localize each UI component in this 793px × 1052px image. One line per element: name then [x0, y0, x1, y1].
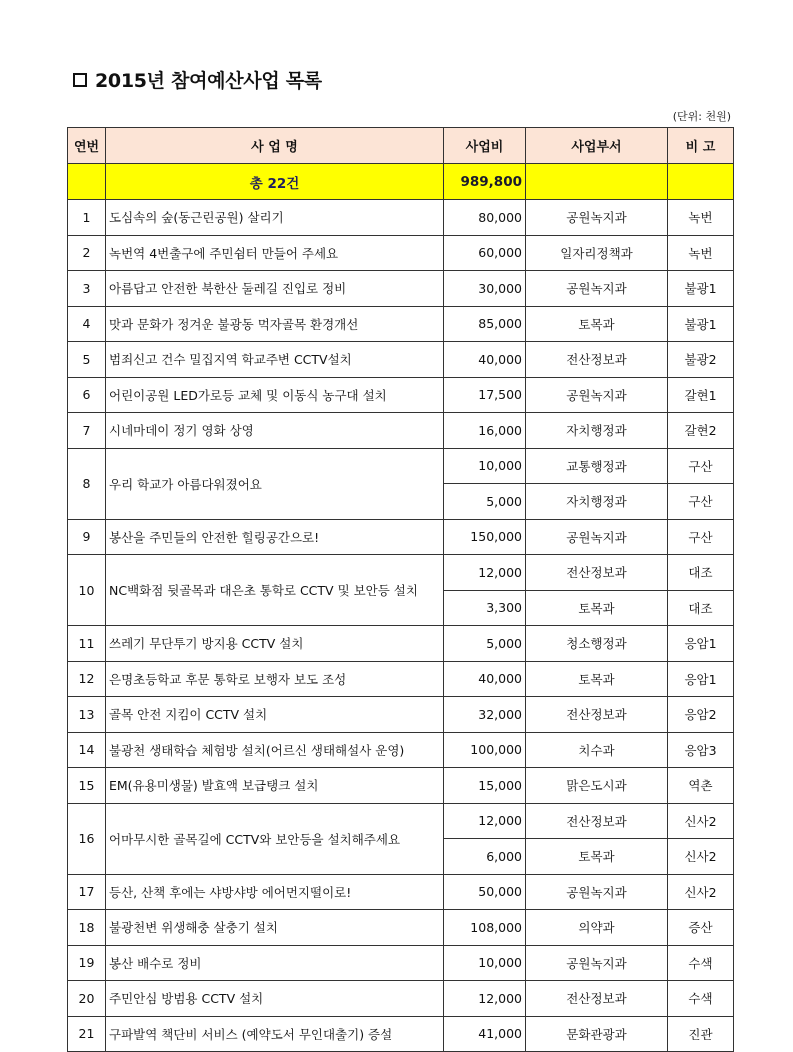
total-row — [68, 164, 734, 200]
table-row — [68, 555, 734, 591]
total-amount: 989,800 — [444, 164, 526, 200]
project-amount: 12,000 — [444, 555, 526, 591]
project-amount: 150,000 — [444, 519, 526, 555]
project-note: 불광1 — [668, 306, 734, 342]
table-row — [68, 803, 734, 839]
project-dept: 전산정보과 — [526, 555, 668, 591]
project-amount: 5,000 — [444, 484, 526, 520]
project-note: 대조 — [668, 555, 734, 591]
table-row — [68, 519, 734, 555]
checkbox-square-icon — [73, 73, 87, 87]
project-amount: 30,000 — [444, 271, 526, 307]
project-note: 녹번 — [668, 200, 734, 236]
project-note: 응암1 — [668, 661, 734, 697]
project-note: 구산 — [668, 519, 734, 555]
project-amount: 32,000 — [444, 697, 526, 733]
project-amount: 40,000 — [444, 661, 526, 697]
project-dept: 교통행정과 — [526, 448, 668, 484]
project-note: 갈현1 — [668, 377, 734, 413]
project-note: 갈현2 — [668, 413, 734, 449]
row-number: 10 — [68, 555, 106, 626]
project-name: 등산, 산책 후에는 샤방샤방 에어먼지떨이로! — [106, 874, 444, 910]
row-number: 14 — [68, 732, 106, 768]
row-number: 9 — [68, 519, 106, 555]
project-dept: 문화관광과 — [526, 1016, 668, 1052]
row-number: 13 — [68, 697, 106, 733]
project-amount: 5,000 — [444, 626, 526, 662]
table-row — [68, 200, 734, 236]
project-note: 구산 — [668, 484, 734, 520]
project-name: 구파발역 책단비 서비스 (예약도서 무인대출기) 증설 — [106, 1016, 444, 1052]
page-title — [73, 66, 322, 93]
project-name: 맛과 문화가 정겨운 불광동 먹자골목 환경개선 — [106, 306, 444, 342]
project-dept: 공원녹지과 — [526, 945, 668, 981]
total-note — [668, 164, 734, 200]
project-dept: 청소행정과 — [526, 626, 668, 662]
table-row — [68, 732, 734, 768]
total-dept — [526, 164, 668, 200]
project-dept: 치수과 — [526, 732, 668, 768]
project-amount: 3,300 — [444, 590, 526, 626]
project-note: 응암2 — [668, 697, 734, 733]
unit-label: (단위: 천원) — [672, 110, 731, 123]
project-dept: 의약과 — [526, 910, 668, 946]
project-amount: 17,500 — [444, 377, 526, 413]
project-dept: 맑은도시과 — [526, 768, 668, 804]
project-name: NC백화점 뒷골목과 대은초 통학로 CCTV 및 보안등 설치 — [106, 555, 444, 626]
table-row — [68, 448, 734, 484]
project-name: 봉산을 주민들의 안전한 힐링공간으로! — [106, 519, 444, 555]
project-name: 쓰레기 무단투기 방지용 CCTV 설치 — [106, 626, 444, 662]
row-number: 20 — [68, 981, 106, 1017]
project-note: 역촌 — [668, 768, 734, 804]
table-row — [68, 626, 734, 662]
table-row — [68, 981, 734, 1017]
page-title-text: 2015년 참여예산사업 목록 — [95, 70, 322, 92]
row-number: 18 — [68, 910, 106, 946]
row-number: 3 — [68, 271, 106, 307]
table-row — [68, 377, 734, 413]
project-dept: 토목과 — [526, 839, 668, 875]
header-note: 비 고 — [668, 128, 734, 164]
project-name: 은명초등학교 후문 통학로 보행자 보도 조성 — [106, 661, 444, 697]
project-amount: 108,000 — [444, 910, 526, 946]
header-dept: 사업부서 — [526, 128, 668, 164]
project-name: 도심속의 숲(동근린공원) 살리기 — [106, 200, 444, 236]
total-label: 총 22건 — [106, 164, 444, 200]
project-name: 시네마데이 정기 영화 상영 — [106, 413, 444, 449]
project-dept: 공원녹지과 — [526, 874, 668, 910]
row-number: 2 — [68, 235, 106, 271]
project-note: 대조 — [668, 590, 734, 626]
project-note: 수색 — [668, 981, 734, 1017]
table-row — [68, 661, 734, 697]
header-amount: 사업비 — [444, 128, 526, 164]
row-number: 8 — [68, 448, 106, 519]
project-name: 봉산 배수로 정비 — [106, 945, 444, 981]
project-note: 불광2 — [668, 342, 734, 378]
project-dept: 전산정보과 — [526, 697, 668, 733]
row-number: 1 — [68, 200, 106, 236]
project-dept: 자치행정과 — [526, 413, 668, 449]
project-name: 범죄신고 건수 밀집지역 학교주변 CCTV설치 — [106, 342, 444, 378]
row-number: 15 — [68, 768, 106, 804]
project-name: 어린이공원 LED가로등 교체 및 이동식 농구대 설치 — [106, 377, 444, 413]
project-name: EM(유용미생물) 발효액 보급탱크 설치 — [106, 768, 444, 804]
project-dept: 자치행정과 — [526, 484, 668, 520]
project-amount: 50,000 — [444, 874, 526, 910]
project-amount: 12,000 — [444, 981, 526, 1017]
table-row — [68, 235, 734, 271]
project-note: 신사2 — [668, 803, 734, 839]
project-amount: 6,000 — [444, 839, 526, 875]
project-amount: 100,000 — [444, 732, 526, 768]
table-row — [68, 910, 734, 946]
project-dept: 전산정보과 — [526, 981, 668, 1017]
project-name: 주민안심 방범용 CCTV 설치 — [106, 981, 444, 1017]
project-dept: 토목과 — [526, 661, 668, 697]
project-note: 증산 — [668, 910, 734, 946]
project-note: 수색 — [668, 945, 734, 981]
project-amount: 41,000 — [444, 1016, 526, 1052]
row-number: 19 — [68, 945, 106, 981]
header-row — [68, 128, 734, 164]
project-name: 불광천변 위생해충 살충기 설치 — [106, 910, 444, 946]
project-note: 신사2 — [668, 839, 734, 875]
project-amount: 80,000 — [444, 200, 526, 236]
project-amount: 40,000 — [444, 342, 526, 378]
table-row — [68, 413, 734, 449]
project-amount: 60,000 — [444, 235, 526, 271]
project-name: 어마무시한 골목길에 CCTV와 보안등을 설치해주세요 — [106, 803, 444, 874]
project-note: 불광1 — [668, 271, 734, 307]
project-amount: 16,000 — [444, 413, 526, 449]
project-amount: 10,000 — [444, 448, 526, 484]
row-number: 5 — [68, 342, 106, 378]
row-number: 6 — [68, 377, 106, 413]
project-name: 불광천 생태학습 체험방 설치(어르신 생태해설사 운영) — [106, 732, 444, 768]
project-name: 우리 학교가 아름다워졌어요 — [106, 448, 444, 519]
row-number: 21 — [68, 1016, 106, 1052]
row-number: 4 — [68, 306, 106, 342]
table-row — [68, 697, 734, 733]
table-row — [68, 342, 734, 378]
project-name: 아름답고 안전한 북한산 둘레길 진입로 정비 — [106, 271, 444, 307]
row-number: 16 — [68, 803, 106, 874]
row-number: 12 — [68, 661, 106, 697]
table-row — [68, 945, 734, 981]
project-dept: 공원녹지과 — [526, 271, 668, 307]
project-note: 진관 — [668, 1016, 734, 1052]
row-number: 11 — [68, 626, 106, 662]
project-dept: 토목과 — [526, 590, 668, 626]
project-dept: 공원녹지과 — [526, 200, 668, 236]
project-dept: 전산정보과 — [526, 803, 668, 839]
header-no: 연번 — [68, 128, 106, 164]
budget-table — [67, 127, 734, 1052]
project-amount: 12,000 — [444, 803, 526, 839]
table-row — [68, 306, 734, 342]
project-amount: 10,000 — [444, 945, 526, 981]
row-number: 7 — [68, 413, 106, 449]
project-note: 구산 — [668, 448, 734, 484]
header-name: 사 업 명 — [106, 128, 444, 164]
total-no — [68, 164, 106, 200]
table-row — [68, 874, 734, 910]
table-row — [68, 271, 734, 307]
project-dept: 공원녹지과 — [526, 519, 668, 555]
project-note: 응암1 — [668, 626, 734, 662]
project-amount: 85,000 — [444, 306, 526, 342]
project-dept: 공원녹지과 — [526, 377, 668, 413]
table-row — [68, 768, 734, 804]
project-dept: 일자리정책과 — [526, 235, 668, 271]
project-note: 응암3 — [668, 732, 734, 768]
project-note: 신사2 — [668, 874, 734, 910]
project-name: 녹번역 4번출구에 주민쉼터 만들어 주세요 — [106, 235, 444, 271]
table-row — [68, 1016, 734, 1052]
row-number: 17 — [68, 874, 106, 910]
project-dept: 토목과 — [526, 306, 668, 342]
project-name: 골목 안전 지킴이 CCTV 설치 — [106, 697, 444, 733]
project-amount: 15,000 — [444, 768, 526, 804]
project-note: 녹번 — [668, 235, 734, 271]
project-dept: 전산정보과 — [526, 342, 668, 378]
